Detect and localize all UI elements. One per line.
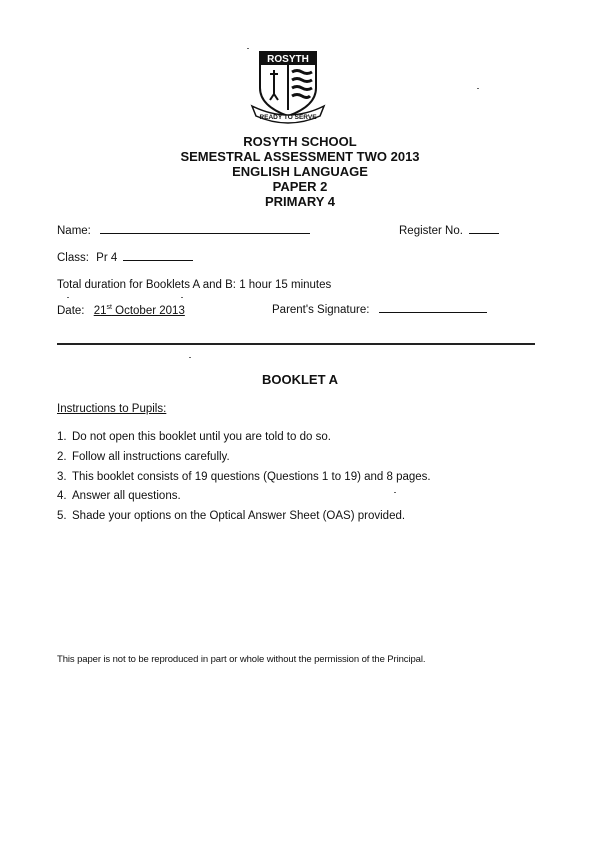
scan-speck [189, 357, 191, 358]
booklet-title: BOOKLET A [261, 372, 339, 387]
paper-header [0, 134, 600, 209]
date-label: Date: [57, 304, 85, 317]
scan-speck [247, 48, 249, 49]
footer-note: This paper is not to be reproduced in part or whole without the permission of the Principal. [57, 654, 426, 665]
class-blank-line[interactable] [123, 259, 193, 261]
crest-banner-text: ROSYTH [267, 54, 309, 65]
class-value: Pr 4 [96, 252, 118, 264]
register-blank-line[interactable] [469, 232, 499, 234]
scan-speck [67, 297, 69, 298]
level-title: PRIMARY 4 [264, 194, 336, 209]
register-label: Register No. [399, 225, 463, 237]
date-rest: October 2013 [111, 304, 185, 317]
signature-field [272, 304, 487, 316]
instruction-item: 4. Answer all questions. [57, 490, 181, 503]
school-crest-logo [250, 44, 326, 124]
assessment-title: SEMESTRAL ASSESSMENT TWO 2013 [180, 149, 420, 164]
name-field [57, 225, 310, 237]
scan-speck [477, 88, 479, 89]
instruction-item: 3. This booklet consists of 19 questions (Questions 1 to 19) and 8 pages. [57, 470, 431, 483]
date-day: 21 [93, 304, 107, 317]
instruction-item: 1. Do not open this booklet until you are told to do so. [57, 431, 331, 443]
name-blank-line[interactable] [100, 232, 310, 234]
paper-number: PAPER 2 [272, 179, 328, 194]
scan-speck [394, 492, 396, 493]
class-field [57, 252, 193, 264]
date-value [94, 305, 185, 317]
crest-motto-text: READY TO SERVE [259, 114, 317, 121]
signature-label: Parent's Signature: [272, 304, 370, 316]
date-suffix: st [106, 304, 112, 311]
instruction-item: 5. Shade your options on the Optical Answer Sheet (OAS) provided. [57, 510, 406, 523]
section-divider [57, 343, 535, 345]
duration-text: Total duration for Booklets A and B: 1 hour 15 minutes [57, 279, 332, 291]
signature-blank-line[interactable] [379, 311, 487, 313]
scan-speck [181, 297, 183, 298]
instruction-item: 2. Follow all instructions carefully. [57, 450, 230, 463]
school-name: ROSYTH SCHOOL [243, 134, 357, 149]
instructions-title: Instructions to Pupils: [57, 403, 167, 415]
instructions-list [57, 428, 431, 527]
date-field [57, 304, 185, 317]
register-field [399, 225, 499, 237]
subject-title: ENGLISH LANGUAGE [232, 164, 368, 179]
class-label: Class: [57, 252, 89, 264]
name-label: Name: [57, 225, 91, 237]
